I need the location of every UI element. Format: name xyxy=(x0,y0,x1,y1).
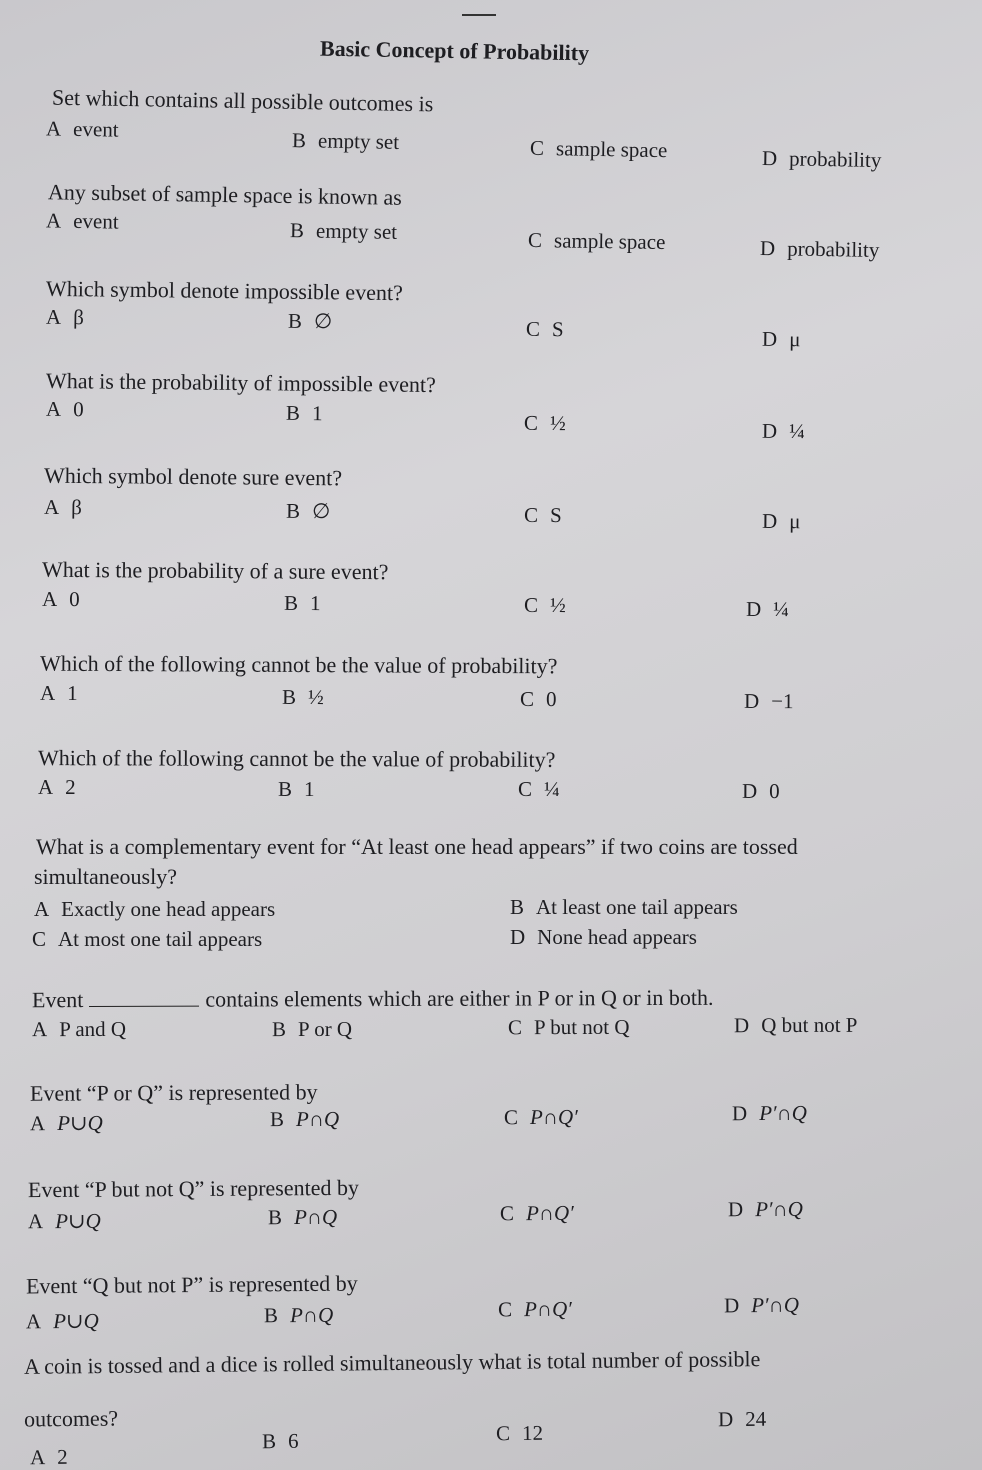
stem-part: contains elements which are either in P or in Q or in both. xyxy=(205,984,714,1012)
option-letter: A xyxy=(31,1017,48,1042)
answer-option[interactable] xyxy=(30,1444,68,1470)
option-letter: D xyxy=(733,1013,750,1038)
option-letter: C xyxy=(519,686,535,711)
question-stem: Set which contains all possible outcomes is xyxy=(51,84,434,117)
option-text: 1 xyxy=(309,591,321,616)
option-text: 1 xyxy=(311,401,323,426)
answer-option[interactable] xyxy=(762,326,801,352)
answer-option[interactable] xyxy=(724,1292,799,1319)
answer-option[interactable] xyxy=(762,418,805,444)
option-text: 1 xyxy=(67,681,78,706)
stem-part: Event xyxy=(31,987,84,1013)
answer-option[interactable] xyxy=(762,145,882,173)
question-stem: Which of the following cannot be the value of probability? xyxy=(39,650,558,679)
option-letter: A xyxy=(45,396,62,421)
option-letter: A xyxy=(34,897,50,921)
option-text: 12 xyxy=(521,1420,544,1445)
option-text: P and Q xyxy=(59,1016,127,1042)
answer-option[interactable] xyxy=(524,592,566,618)
answer-option[interactable] xyxy=(744,688,794,714)
option-letter: A xyxy=(45,304,62,329)
answer-option[interactable] xyxy=(530,135,668,163)
option-letter: A xyxy=(27,1209,44,1234)
option-letter: B xyxy=(285,498,301,523)
answer-option[interactable] xyxy=(28,1208,101,1235)
option-letter: B xyxy=(277,776,293,801)
answer-option[interactable] xyxy=(46,115,119,142)
answer-option[interactable] xyxy=(498,1296,572,1323)
answer-option[interactable] xyxy=(732,1100,807,1126)
answer-option[interactable] xyxy=(500,1200,574,1227)
option-letter: B xyxy=(269,1107,285,1132)
option-text: P′∩Q xyxy=(751,1292,800,1318)
option-text: S xyxy=(549,503,562,528)
option-text: P∪Q xyxy=(53,1308,99,1334)
option-letter: A xyxy=(45,116,62,141)
option-text: ½ xyxy=(549,593,566,618)
option-letter: D xyxy=(745,596,762,621)
answer-option[interactable] xyxy=(742,778,780,804)
option-letter: B xyxy=(289,218,305,243)
option-letter: B xyxy=(285,400,301,425)
answer-option[interactable] xyxy=(44,494,82,520)
answer-option[interactable] xyxy=(734,1012,858,1038)
question-stem: Event “Q but not P” is represented by xyxy=(25,1270,358,1299)
option-text: event xyxy=(72,116,119,142)
question-stem: Which of the following cannot be the value of probability? xyxy=(37,745,556,772)
question-stem: What is a complementary event for “At least one head appears” if two coins are tossed xyxy=(36,834,798,859)
option-text: event xyxy=(72,208,119,234)
option-text: μ xyxy=(789,327,801,352)
answer-option[interactable] xyxy=(46,396,84,422)
option-letter: D xyxy=(510,925,526,949)
option-letter: B xyxy=(267,1205,283,1230)
option-letter: A xyxy=(29,1445,46,1470)
answer-option[interactable] xyxy=(518,776,560,802)
answer-option[interactable] xyxy=(510,924,697,950)
question-stem: Which symbol denote sure event? xyxy=(43,462,343,491)
option-text: P∪Q xyxy=(55,1208,101,1234)
option-text: At least one tail appears xyxy=(536,895,738,919)
option-text: β xyxy=(73,305,85,330)
option-letter: C xyxy=(32,927,47,951)
page-title: Basic Concept of Probability xyxy=(319,35,590,66)
option-letter: D xyxy=(761,326,778,351)
answer-option[interactable] xyxy=(286,498,331,524)
answer-option[interactable] xyxy=(524,410,566,436)
question-stem: Event “P or Q” is represented by xyxy=(29,1079,318,1106)
option-letter: B xyxy=(271,1017,287,1042)
option-letter: C xyxy=(517,776,533,801)
option-letter: D xyxy=(717,1407,734,1432)
option-text: sample space xyxy=(555,136,668,163)
answer-option[interactable] xyxy=(288,308,333,335)
answer-option[interactable] xyxy=(760,235,880,263)
option-text: 1 xyxy=(303,777,315,802)
option-text: empty set xyxy=(317,128,400,154)
option-letter: B xyxy=(281,684,297,709)
option-letter: C xyxy=(503,1105,519,1130)
answer-option[interactable] xyxy=(284,590,321,616)
question-stem: outcomes? xyxy=(23,1405,119,1432)
answer-option[interactable] xyxy=(526,316,564,342)
option-letter: A xyxy=(25,1309,42,1334)
option-text: β xyxy=(71,495,82,520)
answer-option[interactable] xyxy=(528,227,666,255)
answer-option[interactable] xyxy=(762,508,801,534)
question-stem: What is the probability of a sure event? xyxy=(41,556,389,585)
option-text: 0 xyxy=(73,397,84,422)
option-text: ¼ xyxy=(773,597,790,622)
answer-option[interactable] xyxy=(286,400,323,426)
option-letter: C xyxy=(507,1015,523,1040)
option-letter: D xyxy=(743,688,760,713)
option-text: ¼ xyxy=(543,777,560,802)
option-text: 0 xyxy=(545,687,557,712)
answer-option[interactable] xyxy=(292,127,400,155)
option-letter: D xyxy=(761,508,778,533)
option-letter: A xyxy=(45,208,62,233)
option-text: ½ xyxy=(549,411,566,436)
option-text: ¼ xyxy=(789,419,806,444)
answer-option[interactable] xyxy=(272,1016,352,1042)
option-letter: B xyxy=(291,128,307,153)
question-stem: Event “P but not Q” is represented by xyxy=(27,1174,360,1203)
answer-option[interactable] xyxy=(262,1428,299,1454)
answer-option[interactable] xyxy=(524,502,562,528)
answer-option[interactable] xyxy=(510,894,738,920)
answer-option[interactable] xyxy=(34,896,275,922)
option-text: μ xyxy=(789,509,801,534)
option-text: Q but not P xyxy=(761,1012,858,1038)
option-text: 2 xyxy=(57,1444,68,1469)
option-letter: D xyxy=(761,145,778,171)
answer-option[interactable] xyxy=(746,596,789,622)
option-text: probability xyxy=(786,236,880,262)
option-letter: D xyxy=(731,1101,748,1126)
option-text: ½ xyxy=(307,685,324,710)
answer-option[interactable] xyxy=(30,1110,103,1136)
option-letter: C xyxy=(495,1421,511,1446)
option-letter: A xyxy=(39,680,56,705)
option-letter: A xyxy=(29,1111,46,1136)
option-letter: C xyxy=(529,135,545,161)
option-letter: D xyxy=(759,236,776,261)
option-letter: B xyxy=(261,1429,277,1454)
answer-option[interactable] xyxy=(520,686,557,712)
option-text: P or Q xyxy=(297,1016,353,1042)
option-letter: C xyxy=(523,502,539,527)
answer-option[interactable] xyxy=(264,1302,333,1329)
option-letter: C xyxy=(523,592,539,617)
answer-option[interactable] xyxy=(268,1204,337,1230)
option-text: P∩Q xyxy=(289,1302,334,1328)
option-text: 2 xyxy=(65,775,76,800)
answer-option[interactable] xyxy=(42,586,80,612)
question-stem: A coin is tossed and a dice is rolled simultaneously what is total number of possible xyxy=(23,1346,761,1379)
option-text: None head appears xyxy=(537,925,697,949)
option-letter: C xyxy=(527,227,543,253)
option-text: P∩Q xyxy=(293,1204,338,1230)
answer-option[interactable] xyxy=(728,1196,803,1223)
option-letter: D xyxy=(761,418,778,443)
option-text: ∅ xyxy=(313,309,333,334)
option-text: P∪Q xyxy=(57,1110,103,1136)
option-letter: A xyxy=(43,494,60,519)
question-stem: What is the probability of impossible event? xyxy=(45,367,436,398)
answer-option[interactable] xyxy=(38,774,76,800)
answer-option[interactable] xyxy=(508,1014,630,1040)
answer-option[interactable] xyxy=(40,680,78,706)
option-text: sample space xyxy=(553,228,666,255)
option-text: P′∩Q xyxy=(759,1100,807,1126)
option-text: P∩Q′ xyxy=(525,1200,574,1226)
option-text: S xyxy=(551,317,564,342)
question-stem: Any subset of sample space is known as xyxy=(47,179,402,210)
answer-blank xyxy=(89,992,199,1007)
option-text: P but not Q xyxy=(533,1014,630,1040)
answer-option[interactable] xyxy=(496,1420,543,1446)
answer-option[interactable] xyxy=(504,1104,578,1130)
option-letter: B xyxy=(263,1303,279,1328)
question-stem xyxy=(32,985,714,1013)
option-letter: B xyxy=(283,590,299,615)
option-text: Exactly one head appears xyxy=(61,897,276,921)
option-text: −1 xyxy=(771,689,794,714)
answer-option[interactable] xyxy=(282,684,324,710)
option-letter: D xyxy=(723,1293,740,1318)
option-letter: A xyxy=(37,774,54,799)
option-letter: D xyxy=(727,1197,744,1222)
answer-option[interactable] xyxy=(270,1106,339,1132)
answer-option[interactable] xyxy=(290,217,397,245)
answer-option[interactable] xyxy=(32,1016,126,1042)
question-stem: simultaneously? xyxy=(34,864,177,889)
option-letter: C xyxy=(497,1297,513,1322)
option-text: P∩Q′ xyxy=(529,1104,578,1130)
option-text: At most one tail appears xyxy=(58,927,263,951)
option-text: probability xyxy=(788,146,882,173)
answer-option[interactable] xyxy=(32,926,262,952)
answer-option[interactable] xyxy=(46,207,119,234)
option-letter: B xyxy=(287,308,303,333)
option-letter: C xyxy=(525,316,541,341)
option-text: P′∩Q xyxy=(755,1196,804,1222)
answer-option[interactable] xyxy=(26,1308,99,1335)
option-text: 24 xyxy=(745,1406,767,1431)
option-text: P∩Q′ xyxy=(523,1296,572,1322)
option-text: ∅ xyxy=(311,499,331,524)
answer-option[interactable] xyxy=(46,304,84,330)
option-letter: A xyxy=(41,586,58,611)
answer-option[interactable] xyxy=(278,776,315,802)
option-letter: B xyxy=(510,895,525,919)
option-letter: D xyxy=(741,778,758,803)
option-text: 6 xyxy=(287,1428,299,1453)
question-stem: Which symbol denote impossible event? xyxy=(45,275,403,306)
option-letter: C xyxy=(499,1201,515,1226)
option-text: 0 xyxy=(769,779,780,804)
option-text: 0 xyxy=(69,587,80,612)
option-text: empty set xyxy=(315,218,398,244)
top-mark xyxy=(462,14,496,16)
answer-option[interactable] xyxy=(718,1406,766,1433)
option-letter: C xyxy=(523,410,539,435)
option-text: P∩Q xyxy=(295,1106,340,1132)
